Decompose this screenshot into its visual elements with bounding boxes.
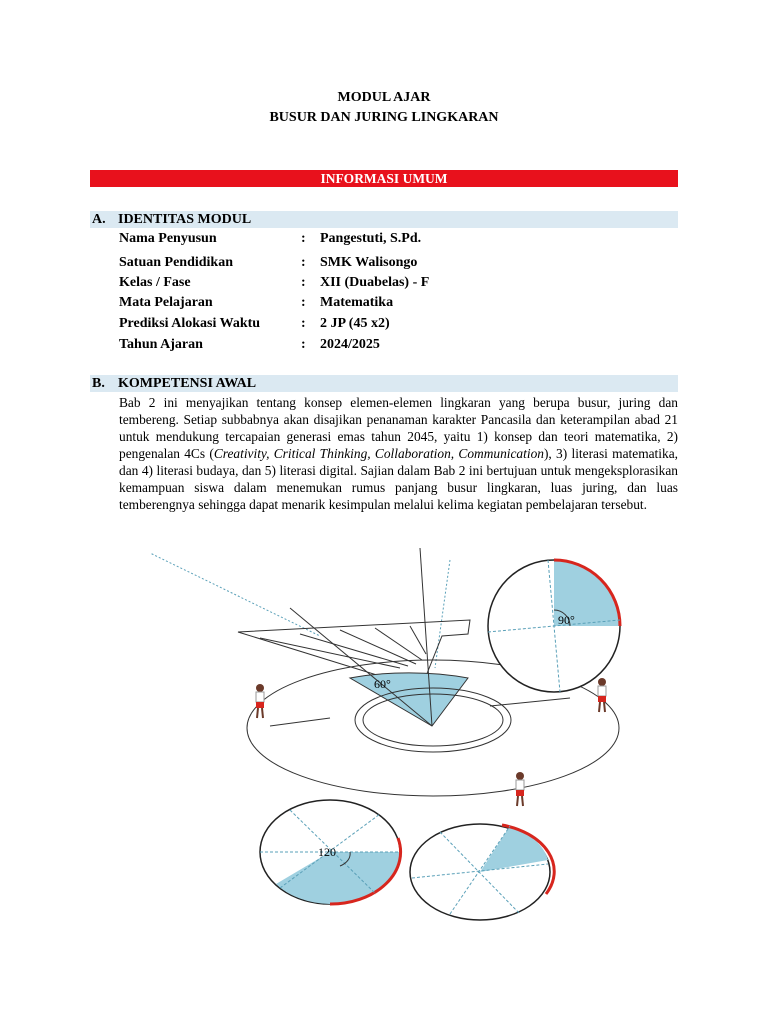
circle-sectors-illustration	[150, 548, 690, 938]
identity-row	[119, 255, 679, 273]
identity-value: Pangestuti, S.Pd.	[320, 231, 422, 246]
identity-colon: :	[301, 231, 306, 246]
identity-label: Tahun Ajaran	[119, 337, 203, 352]
angle-90-label: 90°	[558, 613, 575, 627]
angle-60-label: 60°	[374, 677, 391, 691]
paragraph-text-continued: ), 3) literasi matematika, dan 4) literasi budaya, dan 5) literasi digital. Sajian dalam Bab 2 ini bertujuan untuk mengeksplorasikan kemampuan siswa dalam menemukan rumus panjang busur lingkaran, luas juring, dan luas temberengnya sehingga dapat menarik kesimpulan melalui kelima kegiatan pembelajaran tersebut.	[119, 446, 678, 512]
circle-segment-diagram	[410, 824, 554, 920]
identity-row	[119, 316, 679, 334]
angle-120-label: 120	[318, 845, 336, 859]
identity-row	[119, 275, 679, 293]
identity-value: 2 JP (45 x2)	[320, 316, 390, 331]
paragraph-italic-4cs: Creativity, Critical Thinking, Collaboration, Communication	[213, 446, 544, 461]
identity-label: Mata Pelajaran	[119, 295, 213, 310]
identity-colon: :	[301, 255, 306, 270]
player-figure	[516, 772, 524, 806]
identity-colon: :	[301, 316, 306, 331]
section-b-letter: B.	[92, 376, 105, 391]
module-title: MODUL AJAR	[337, 90, 431, 105]
general-info-banner: INFORMASI UMUM	[90, 170, 678, 187]
section-b-title: KOMPETENSI AWAL	[118, 376, 257, 391]
section-a-letter: A.	[92, 212, 106, 227]
section-a-title: IDENTITAS MODUL	[118, 212, 252, 227]
identity-label: Prediksi Alokasi Waktu	[119, 316, 261, 331]
competency-paragraph	[119, 394, 678, 513]
circle-90-diagram	[488, 560, 620, 692]
section-b-header	[90, 375, 678, 392]
identity-value: XII (Duabelas) - F	[320, 275, 430, 290]
identity-label: Kelas / Fase	[119, 275, 191, 290]
identity-colon: :	[301, 295, 306, 310]
paragraph-text: Bab 2 ini menyajikan tentang konsep elemen-elemen lingkaran yang berupa busur, juring dan tembereng. Setiap subbabnya akan disajikan penanaman karakter Pancasila dan keterampilan abad 21 untuk mendukung tercapaian generasi emas tahun 2045, yaitu 1) konsep dan teori matematika, 2) pengenalan 4Cs (	[119, 395, 678, 461]
identity-row	[119, 231, 679, 249]
identity-value: 2024/2025	[320, 337, 380, 352]
player-figure	[598, 678, 606, 712]
identity-colon: :	[301, 275, 306, 290]
identity-row	[119, 295, 679, 313]
identity-value: SMK Walisongo	[320, 255, 418, 270]
identity-row	[119, 337, 679, 355]
identity-label: Satuan Pendidikan	[119, 255, 233, 270]
player-figure	[256, 684, 264, 718]
identity-label: Nama Penyusun	[119, 231, 217, 246]
section-a-header	[90, 211, 678, 228]
identity-value: Matematika	[320, 295, 394, 310]
identity-colon: :	[301, 337, 306, 352]
module-subtitle: BUSUR DAN JURING LINGKARAN	[269, 110, 499, 125]
